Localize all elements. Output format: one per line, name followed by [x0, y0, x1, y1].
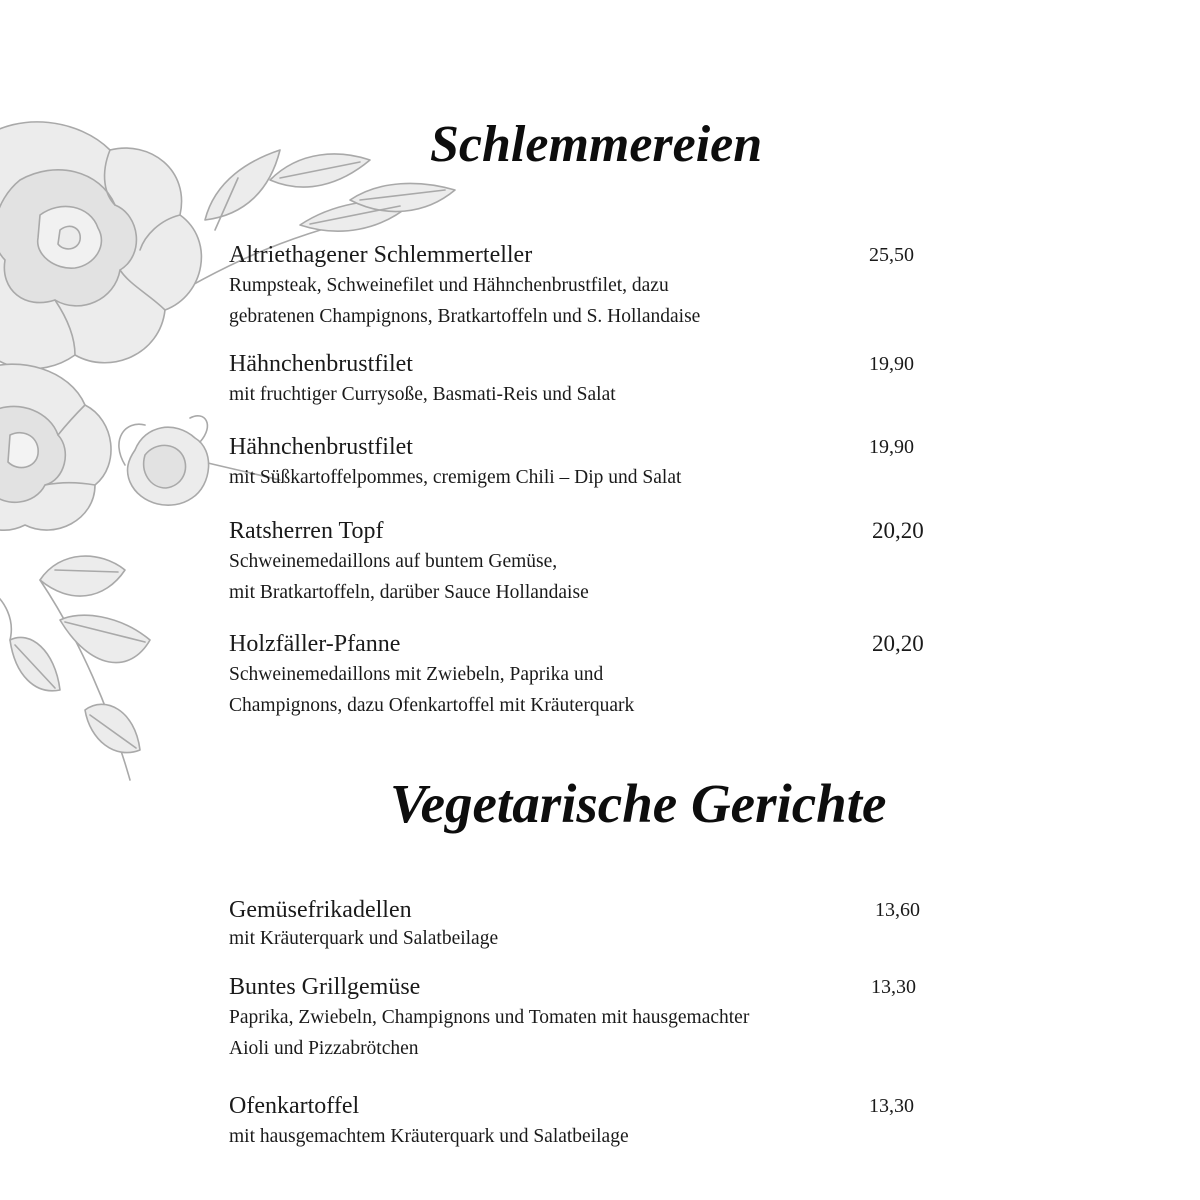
item-name: Ratsherren Topf	[229, 518, 384, 544]
item-price: 19,90	[869, 436, 914, 458]
item-price: 19,90	[869, 353, 914, 375]
item-description: mit Süßkartoffelpommes, cremigem Chili – Dip und Salat	[229, 467, 682, 488]
menu-item	[229, 240, 949, 332]
item-description: Rumpsteak, Schweinefilet und Hähnchenbrustfilet, dazu	[229, 275, 669, 296]
section-title-vegetarische-gerichte: Vegetarische Gerichte	[390, 773, 887, 834]
menu-item	[229, 516, 949, 608]
item-description: mit fruchtiger Currysoße, Basmati-Reis und Salat	[229, 384, 616, 405]
menu-item	[229, 629, 949, 721]
section-title-schlemmereien: Schlemmereien	[430, 116, 763, 173]
item-description: Paprika, Zwiebeln, Champignons und Tomaten mit hausgemachter	[229, 1007, 750, 1028]
item-description: Aioli und Pizzabrötchen	[229, 1038, 419, 1059]
item-description: mit Bratkartoffeln, darüber Sauce Hollandaise	[229, 582, 589, 603]
item-name: Gemüsefrikadellen	[229, 897, 412, 923]
menu-item	[229, 895, 949, 953]
item-description: mit hausgemachtem Kräuterquark und Salatbeilage	[229, 1126, 629, 1147]
item-description: Schweinemedaillons mit Zwiebeln, Paprika und	[229, 664, 604, 685]
item-name: Ofenkartoffel	[229, 1093, 360, 1119]
item-description: Champignons, dazu Ofenkartoffel mit Kräuterquark	[229, 695, 635, 716]
item-name: Holzfäller-Pfanne	[229, 631, 401, 657]
menu-item	[229, 432, 949, 493]
item-description: mit Kräuterquark und Salatbeilage	[229, 928, 499, 949]
item-price: 13,60	[875, 899, 920, 921]
item-name: Hähnchenbrustfilet	[229, 434, 413, 460]
item-name: Hähnchenbrustfilet	[229, 351, 413, 377]
item-price: 20,20	[872, 518, 924, 543]
menu-item	[229, 1091, 949, 1152]
item-description: gebratenen Champignons, Bratkartoffeln und S. Hollandaise	[229, 306, 701, 327]
item-name: Buntes Grillgemüse	[229, 974, 421, 1000]
item-name: Altriethagener Schlemmerteller	[229, 242, 533, 268]
menu-item	[229, 972, 949, 1064]
item-description: Schweinemedaillons auf buntem Gemüse,	[229, 551, 558, 572]
item-price: 20,20	[872, 631, 924, 656]
item-price: 13,30	[869, 1095, 914, 1117]
item-price: 25,50	[869, 244, 914, 266]
item-price: 13,30	[871, 976, 916, 998]
menu-item	[229, 349, 949, 410]
